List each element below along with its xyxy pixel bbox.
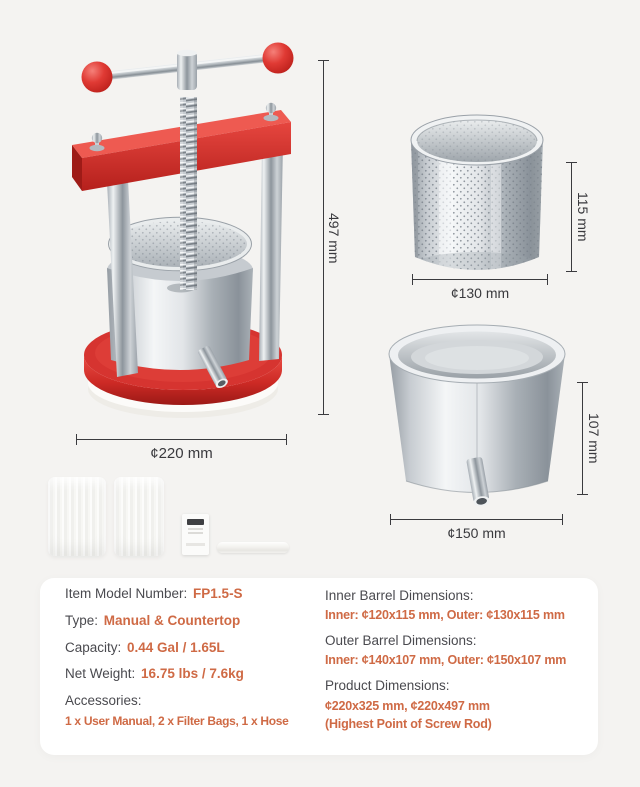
spec-accessories-value [65,713,289,729]
press-height-label: 497 mm [326,212,342,264]
inner-barrel-diameter-dimension-line [412,279,548,280]
spec-label: Capacity: [65,640,126,655]
press-height-dimension-line [323,60,324,415]
spec-outer-barrel-dimensions-value [325,652,566,668]
fruit-press-illustration [50,42,310,434]
manual-text-line [188,532,203,534]
spec-product-dimensions-label [325,678,452,694]
outer-barrel-diameter-dimension-line [390,519,563,520]
inner-barrel-height-dimension-line [571,162,572,272]
manual-text-line [188,528,203,530]
press-screw-rod [180,97,197,290]
spec-type [65,613,240,629]
inner-barrel-diameter-label: ¢130 mm [450,285,510,301]
filter-bag-2 [114,477,164,556]
spec-inner-barrel-dimensions-value [325,607,565,623]
press-diameter-dimension-line [76,439,287,440]
spec-inner-barrel-dimensions-label [325,588,476,604]
spec-value: Manual & Countertop [103,613,241,628]
spec-capacity [65,640,225,656]
spec-value: 1 x User Manual, 2 x Filter Bags, 1 x Hose [65,714,289,728]
spec-value: (Highest Point of Screw Rod) [325,717,492,731]
spec-value: ¢220x325 mm, ¢220x497 mm [325,699,490,713]
inner-barrel-illustration [403,106,568,286]
press-t-handle [82,43,294,93]
filter-bag-1 [48,477,106,556]
spec-accessories-label [65,693,144,709]
outer-barrel-diameter-label: ¢150 mm [447,525,506,541]
spec-label: Type: [65,613,102,628]
hose [217,542,289,553]
spec-label: Outer Barrel Dimensions: [325,633,477,648]
spec-label: Inner Barrel Dimensions: [325,588,474,603]
press-right-post [259,141,283,361]
spec-label: Item Model Number: [65,586,192,601]
spec-outer-barrel-dimensions-label [325,633,479,649]
outer-barrel-rim [389,325,565,383]
outer-barrel-height-dimension-line [582,382,583,495]
outer-barrel-height-label: 107 mm [586,412,602,464]
spec-label: Net Weight: [65,666,140,681]
spec-net-weight [65,666,244,682]
inner-barrel-rim [411,115,543,165]
spec-value: 16.75 lbs / 7.6kg [141,666,244,681]
spec-label: Product Dimensions: [325,678,450,693]
press-diameter-label: ¢220 mm [150,445,213,462]
spec-value: 0.44 Gal / 1.65L [127,640,225,655]
manual-logo [187,519,204,525]
spec-card [40,578,598,755]
spec-label: Accessories: [65,693,142,708]
user-manual [182,514,209,555]
inner-barrel-height-label: 115 mm [575,192,591,242]
spec-value: Inner: ¢120x115 mm, Outer: ¢130x115 mm [325,608,565,622]
spec-value: FP1.5-S [193,586,243,601]
manual-text-band [186,543,205,546]
outer-barrel-illustration [385,318,570,516]
spec-item-model-number [65,586,243,602]
press-left-handle-ball [82,62,113,93]
press-right-handle-ball [263,43,294,74]
spec-product-dimensions-note [325,716,492,732]
spec-value: Inner: ¢140x107 mm, Outer: ¢150x107 mm [325,653,567,667]
spec-product-dimensions-value [325,698,490,714]
